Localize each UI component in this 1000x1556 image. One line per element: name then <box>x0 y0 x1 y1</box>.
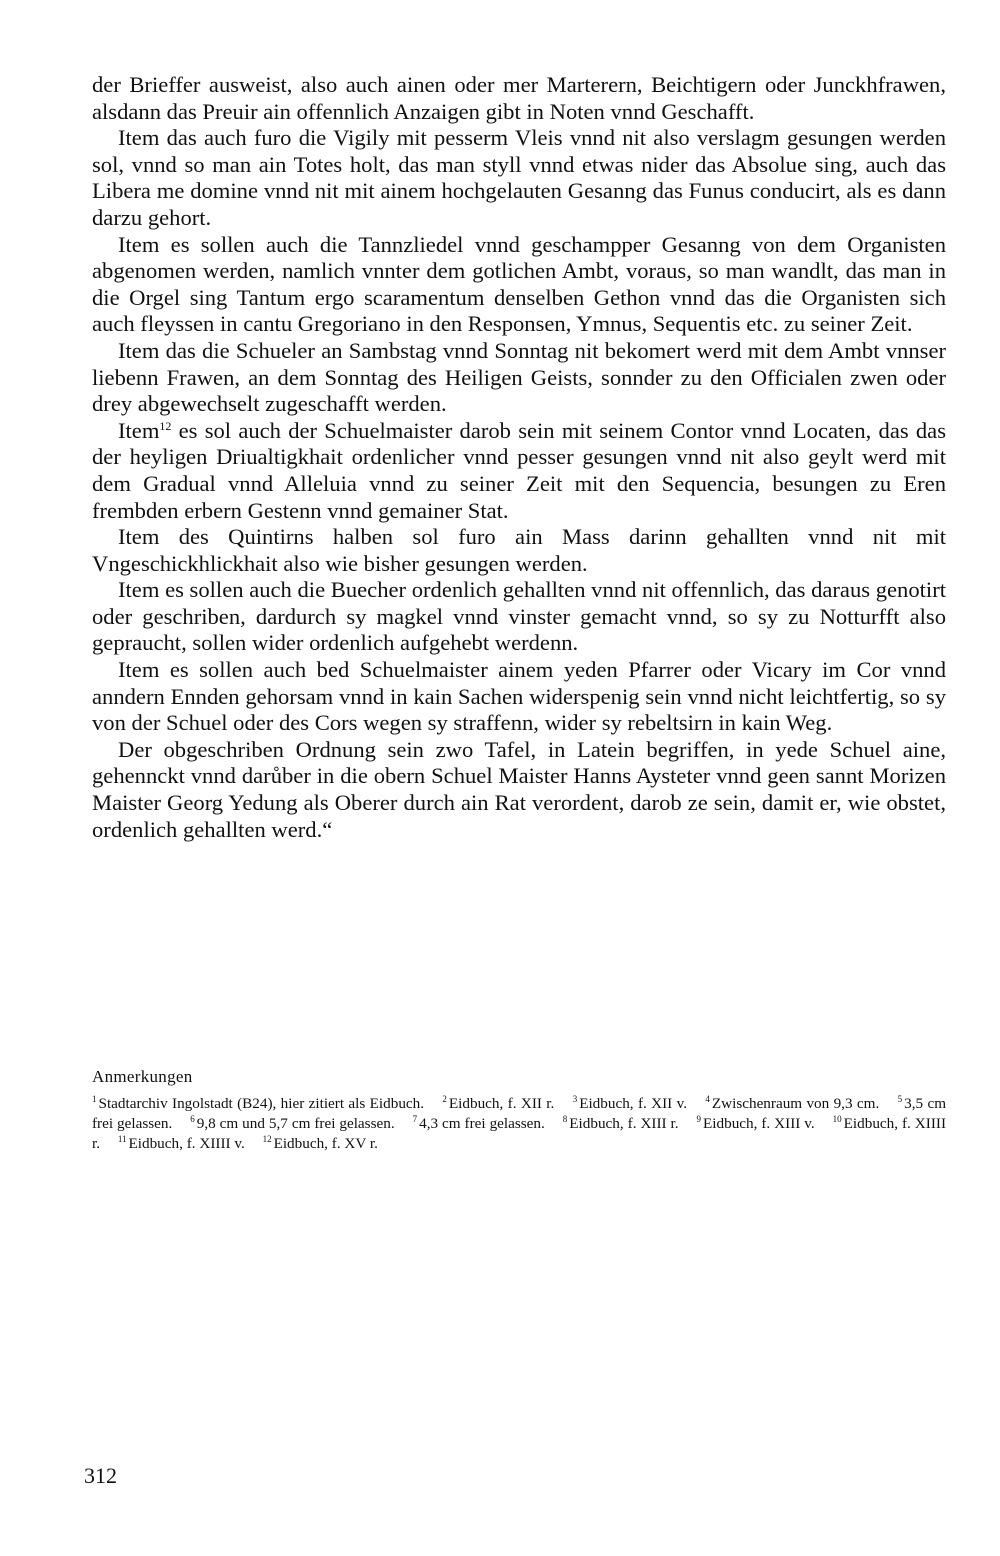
footnote-number: 2 <box>442 1094 447 1104</box>
footnote-text: 4,3 cm frei gelassen. <box>419 1115 545 1132</box>
footnote-number: 7 <box>412 1114 418 1124</box>
footnote-number: 11 <box>117 1134 127 1144</box>
paragraph-2: Item das auch furo die Vigily mit pesserm Vleis vnnd nit also verslagm gesungen werden sol, vnnd so man ain Totes holt, das man styll vnnd etwas nider das Absolue sing, auch das Libera me domine vnnd nit mit ainem hochgelauten Gesanng das Funus conducirt, als es dann darzu gehort. <box>92 125 946 230</box>
footnote-text: Eidbuch, f. XV r. <box>273 1135 378 1152</box>
paragraph-8: Item es sollen auch bed Schuelmaister ainem yeden Pfarrer oder Vicary im Cor vnnd anndern Ennden gehorsam vnnd in kain Sachen widerspenig sein vnnd nicht leichtfertig, so sy von der Schuel oder des Cors wegen sy straffenn, wider sy rebeltsirn in kain Weg. <box>92 657 946 736</box>
paragraph-7: Item es sollen auch die Buecher ordenlich gehallten vnnd nit offennlich, das daraus genotirt oder geschriben, dardurch sy magkel vnnd vinster gemacht vnnd, so sy zu Notturfft also gepraucht, sollen wider ordenlich aufgehebt werdenn. <box>92 577 946 656</box>
footnote-number: 10 <box>832 1114 842 1124</box>
footnote-number: 1 <box>92 1094 97 1104</box>
page-number: 312 <box>84 1463 117 1488</box>
footnote-text: Stadtarchiv Ingolstadt (B24), hier zitiert als Eidbuch. <box>98 1095 425 1112</box>
footnote-text: Zwischenraum von 9,3 cm. <box>711 1095 880 1112</box>
footnote-item <box>190 1115 394 1132</box>
footnote-item <box>118 1135 245 1152</box>
paragraph-5 <box>92 418 946 524</box>
footnote-text: Eidbuch, f. XIIII r. <box>92 1115 947 1152</box>
footnote-text: Eidbuch, f. XIIII v. <box>128 1135 245 1152</box>
footnote-number: 3 <box>572 1094 578 1104</box>
footnote-item <box>92 1095 424 1112</box>
footnotes-list <box>92 1094 946 1154</box>
footnote-text: Eidbuch, f. XIII r. <box>569 1115 679 1132</box>
footnote-number: 9 <box>696 1114 702 1124</box>
paragraph-1: der Brieffer ausweist, also auch ainen oder mer Marterern, Beichtigern oder Junckhfrawen, alsdann das Preuir ain offennlich Anzaigen gibt in Noten vnnd Geschafft. <box>92 72 946 124</box>
footnote-text: Eidbuch, f. XII v. <box>579 1095 687 1112</box>
footnote-item <box>697 1115 815 1132</box>
footnote-text: 3,5 cm frei gelassen. <box>92 1095 947 1132</box>
footnote-item <box>263 1135 378 1152</box>
footnote-item <box>705 1095 879 1112</box>
paragraph-4: Item das die Schueler an Sambstag vnnd Sonntag nit bekomert werd mit dem Ambt vnnser liebenn Frawen, an dem Sonntag des Heiligen Geists, sonnder zu den Officialen zwen oder drey abgewechselt zugeschafft werden. <box>92 337 946 417</box>
paragraph-5-lead: Item <box>118 417 160 443</box>
paragraph-3: Item es sollen auch die Tannzliedel vnnd geschampper Gesanng von dem Organisten abgenomen werden, namlich vnnter dem gotlichen Ambt, voraus, so man wandlt, das man in die Orgel sing Tantum ergo scaramentum denselben Gethon vnnd das die Organisten sich auch fleyssen in cantu Gregoriano in den Responsen, Ymnus, Sequentis etc. zu seiner Zeit. <box>92 231 946 337</box>
footnote-number: 12 <box>262 1134 272 1144</box>
footnote-number: 6 <box>190 1114 195 1124</box>
footnote-text: 9,8 cm und 5,7 cm frei gelassen. <box>196 1115 395 1132</box>
paragraph-6: Item des Quintirns halben sol furo ain Mass darinn gehallten vnnd nit mit Vngeschickhlickhait also wie bisher gesungen werden. <box>92 524 946 576</box>
footnote-item <box>573 1095 687 1112</box>
footnotes-section <box>92 1066 946 1154</box>
footnote-number: 4 <box>705 1094 710 1104</box>
footnote-number: 8 <box>562 1114 568 1124</box>
footnote-text: Eidbuch, f. XII r. <box>448 1095 555 1112</box>
footnote-text: Eidbuch, f. XIII v. <box>703 1115 815 1132</box>
paragraph-5-rest: es sol auch der Schuelmaister darob sein mit seinem Contor vnnd Locaten, das das der heyligen Driualtigkhait ordenlicher vnnd pesser gesungen vnnd nit also geylt werd mit dem Gradual vnnd Alleluia vnnd zu seiner Zeit mit den Sequencia, besungen zu Eren frembden erbern Gestenn vnnd gemainer Stat. <box>92 417 946 523</box>
paragraph-9: Der obgeschriben Ordnung sein zwo Tafel, in Latein begriffen, in yede Schuel aine, gehennckt vnnd darůber in die obern Schuel Maister Hanns Aysteter vnnd geen sannt Morizen Maister Georg Yedung als Oberer durch ain Rat verordent, darob ze sein, damit er, wie obstet, ordenlich gehallten werd.“ <box>92 736 946 842</box>
footnote-number: 5 <box>897 1094 903 1104</box>
footnote-item <box>413 1115 545 1132</box>
footnote-item <box>442 1095 554 1112</box>
footnote-ref-12[interactable]: 12 <box>159 418 172 433</box>
footnotes-heading: Anmerkungen <box>92 1067 193 1086</box>
footnote-item <box>563 1115 679 1132</box>
main-text <box>92 72 946 843</box>
